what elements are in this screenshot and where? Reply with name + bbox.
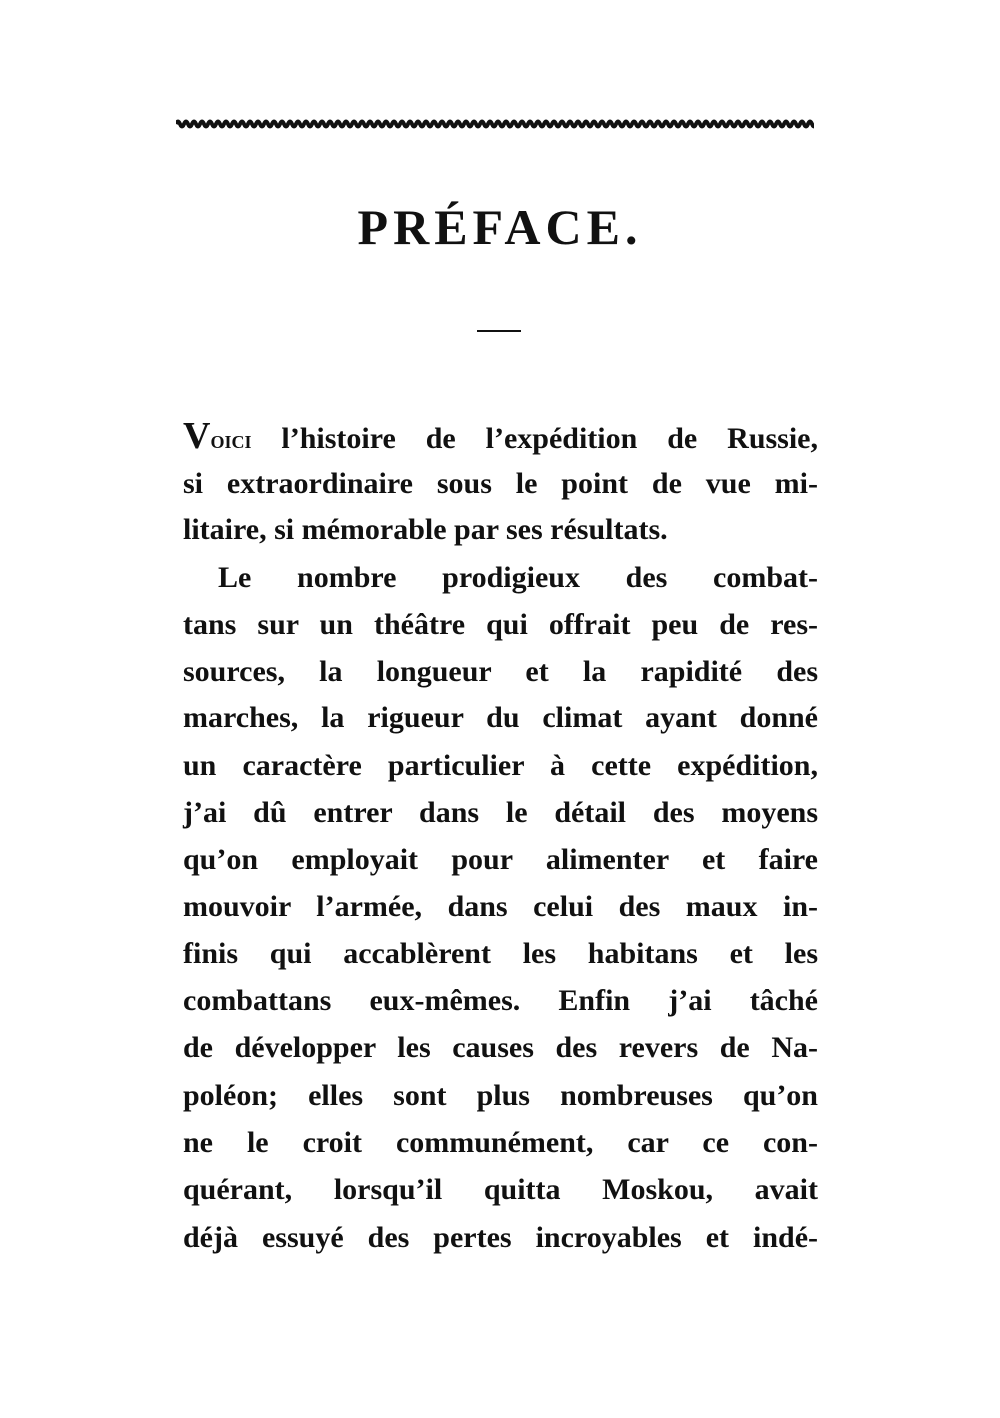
text-line: un caractère particulier à cette expédition, [183,749,818,782]
text-line: j’ai dû entrer dans le détail des moyens [183,796,818,829]
text-line: poléon; elles sont plus nombreuses qu’on [183,1079,818,1112]
text-line: si extraordinaire sous le point de vue mi- [183,467,818,500]
text-line: de développer les causes des revers de Na- [183,1031,818,1064]
text-line [183,415,818,458]
text-line: quérant, lorsqu’il quitta Moskou, avait [183,1173,818,1206]
small-caps-word: oici [210,425,252,454]
text-line: litaire, si mémorable par ses résultats. [183,513,668,546]
line-rest: l’histoire de l’expédition de Russie, [251,422,818,455]
text-line: finis qui accablèrent les habitans et les [183,937,818,970]
wavy-ornament-rule [176,118,814,130]
text-line: mouvoir l’armée, dans celui des maux in- [183,890,818,923]
text-line: sources, la longueur et la rapidité des [183,655,818,688]
text-line: marches, la rigueur du climat ayant donné [183,701,818,734]
text-line: déjà essuyé des pertes incroyables et indé- [183,1221,818,1254]
title-divider [477,330,521,332]
text-line: Le nombre prodigieux des combat- [218,561,818,594]
text-line: combattans eux-mêmes. Enfin j’ai tâché [183,984,818,1017]
text-line: tans sur un théâtre qui offrait peu de res- [183,608,818,641]
text-line: ne le croit communément, car ce con- [183,1126,818,1159]
page-title: PRÉFACE. [357,199,643,255]
text-line: qu’on employait pour alimenter et faire [183,843,818,876]
initial-letter: V [183,415,211,457]
